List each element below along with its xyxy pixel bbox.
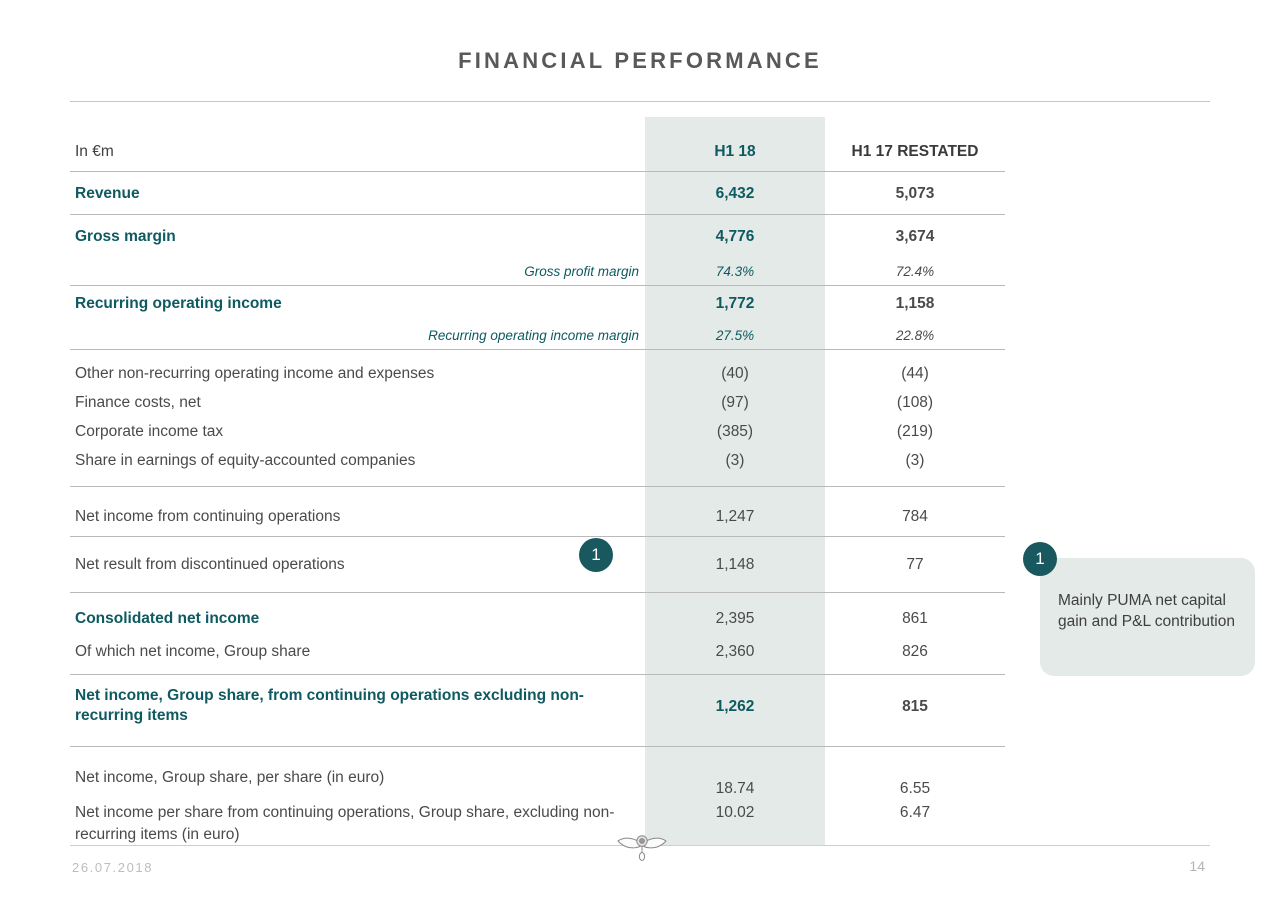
row-label: Consolidated net income (75, 610, 260, 627)
row-value-col2: 6.47 (899, 804, 931, 821)
row-label: Gross profit margin (524, 263, 639, 279)
footnote-badge-1-callout[interactable]: 1 (1023, 542, 1057, 576)
page-title: FINANCIAL PERFORMANCE (458, 48, 822, 73)
row-value-col1: 18.74 (715, 780, 755, 797)
table-row-gross-profit-margin (70, 257, 1005, 285)
row-label: Revenue (75, 184, 140, 202)
row-value-col2: 5,073 (895, 184, 935, 202)
row-divider (70, 486, 1005, 487)
row-divider (70, 592, 1005, 593)
table-row-revenue (70, 172, 1005, 214)
row-value-col1: 1,262 (715, 697, 755, 715)
row-label: Of which net income, Group share (75, 642, 311, 660)
row-value-col2: 77 (906, 556, 924, 573)
table-row-corporate-income-tax (70, 417, 1005, 446)
row-value-col2: 815 (902, 697, 928, 715)
row-label: Other non-recurring operating income and expenses (75, 365, 435, 382)
footer-page-number: 14 (1189, 858, 1205, 874)
row-value-col2: 72.4% (895, 263, 935, 279)
row-value-col1: 2,395 (715, 610, 755, 627)
row-value-col2: (3) (905, 452, 925, 469)
row-label: Corporate income tax (75, 423, 224, 440)
row-value-col1: (385) (716, 423, 754, 440)
row-divider (70, 746, 1005, 747)
table-row-net-result-discontinued (70, 537, 1005, 592)
footnote-callout-text: Mainly PUMA net capital gain and P&L contribution (1058, 592, 1235, 630)
row-value-col1: 2,360 (715, 642, 755, 660)
row-value-col2: (219) (896, 423, 934, 440)
row-value-col1: (40) (721, 365, 749, 382)
row-value-col2: 3,674 (895, 227, 935, 245)
row-label: Recurring operating income margin (428, 327, 639, 343)
top-divider (70, 101, 1210, 102)
row-value-col2: 22.8% (895, 327, 935, 343)
table-row-net-income-per-share (70, 768, 1005, 802)
row-value-col2: 784 (902, 507, 928, 525)
row-value-col2: 6.55 (899, 780, 931, 797)
footnote-badge-1-inline[interactable]: 1 (579, 538, 613, 572)
row-label: Net income, Group share, per share (in euro) (75, 769, 385, 786)
row-value-col1: 10.02 (715, 804, 755, 821)
row-value-col2: 1,158 (895, 295, 935, 312)
row-label: Net income from continuing operations (75, 507, 341, 525)
table-row-finance-costs (70, 388, 1005, 417)
row-label: Gross margin (75, 227, 176, 245)
row-label: Net result from discontinued operations (75, 556, 345, 573)
owl-logo-icon (616, 832, 668, 862)
table-row-net-income-continuing (70, 496, 1005, 536)
table-row-of-which-group-share (70, 636, 1005, 666)
table-row-net-income-per-share-continuing (70, 802, 1005, 842)
row-value-col1: 1,772 (715, 295, 755, 312)
table-row-share-in-earnings (70, 446, 1005, 475)
table-header-col1: H1 18 (714, 142, 756, 160)
row-value-col2: 826 (902, 642, 928, 660)
row-value-col1: 1,148 (715, 556, 755, 573)
row-value-col1: 74.3% (715, 263, 755, 279)
footnote-callout-1 (1040, 558, 1255, 676)
table-row-other-non-recurring (70, 359, 1005, 388)
row-label: Recurring operating income (75, 295, 282, 312)
row-value-col2: (44) (901, 365, 929, 382)
table-header-unit-label: In €m (75, 142, 114, 160)
table-row-consolidated-net-income (70, 601, 1005, 636)
row-label: Net income, Group share, from continuing operations excluding non-recurring items (75, 687, 584, 724)
table-header-row (70, 131, 1005, 171)
table-row-recurring-operating-income-margin (70, 321, 1005, 349)
row-value-col1: 4,776 (715, 227, 755, 245)
row-value-col1: 1,247 (715, 507, 755, 525)
row-value-col2: 861 (902, 610, 928, 627)
row-value-col1: 27.5% (715, 327, 755, 343)
row-label: Net income per share from continuing operations, Group share, excluding non-recurring items (in euro) (75, 804, 615, 843)
table-row-gross-margin (70, 215, 1005, 257)
row-value-col1: (97) (721, 394, 749, 411)
row-value-col2: (108) (896, 394, 934, 411)
row-label: Share in earnings of equity-accounted companies (75, 452, 416, 469)
table-header-col2: H1 17 RESTATED (851, 142, 979, 160)
row-value-col1: 6,432 (715, 184, 755, 202)
row-divider (70, 349, 1005, 350)
table-row-net-income-excl-non-recurring (70, 675, 1005, 737)
footer-date: 26.07.2018 (72, 860, 154, 875)
row-label: Finance costs, net (75, 394, 201, 411)
row-value-col1: (3) (725, 452, 745, 469)
table-row-recurring-operating-income (70, 286, 1005, 321)
financial-performance-table (70, 131, 1005, 842)
